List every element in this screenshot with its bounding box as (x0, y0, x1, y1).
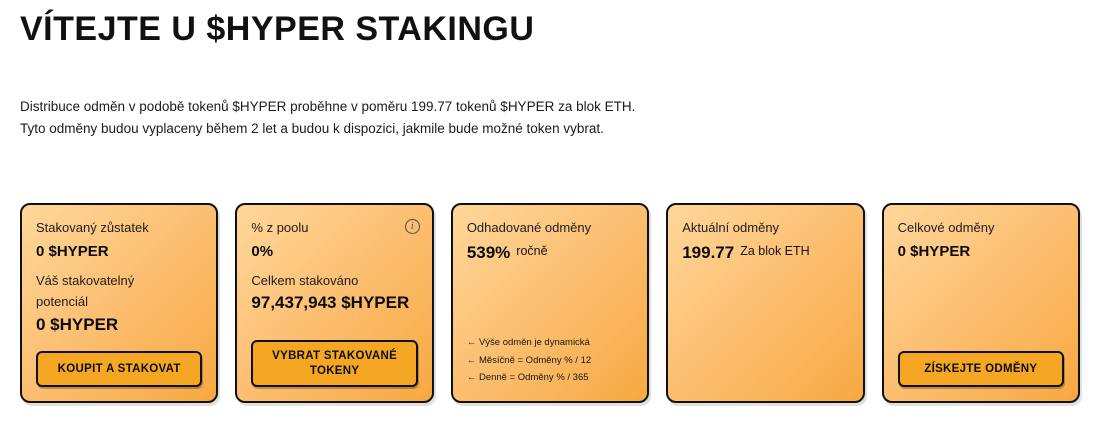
rewards-note-dynamic: ← Výše odměn je dynamická (466, 337, 590, 349)
pool-percentage-value: 0% (251, 242, 274, 260)
current-rewards-label: Aktuální odměny (682, 220, 780, 235)
current-rewards-value: 199.77 (682, 242, 735, 262)
estimated-rewards-value: 539% (466, 242, 511, 262)
card-total-rewards (882, 203, 1080, 403)
staked-balance-value: 0 $HYPER (36, 242, 109, 260)
info-icon[interactable]: i (405, 219, 420, 234)
withdraw-button-line1: VYBRAT STAKOVANÉ (272, 350, 398, 363)
total-staked-label: Celkem stakováno (251, 272, 359, 288)
estimated-rewards-label: Odhadované odměny (466, 220, 592, 235)
stakeable-potential-value: 0 $HYPER (36, 314, 119, 334)
current-rewards-unit: Za blok ETH (740, 243, 810, 258)
total-rewards-label: Celkové odměny (897, 220, 995, 235)
withdraw-button-line2: TOKENY (309, 364, 360, 377)
buy-and-stake-button[interactable]: KOUPIT A STAKOVAT (36, 351, 202, 387)
current-rewards-value-row (682, 243, 848, 263)
page-title: VÍTEJTE U $HYPER STAKINGU (20, 10, 535, 48)
estimated-rewards-period: ročně (516, 243, 548, 258)
claim-rewards-button[interactable]: ZÍSKEJTE ODMĚNY (898, 351, 1064, 387)
stakeable-potential-label-line2: potenciál (36, 294, 89, 310)
card-pool-percentage (235, 203, 433, 403)
rewards-note-monthly: ← Měsíčně = Odměny % / 12 (466, 354, 592, 366)
stats-card-row (20, 203, 1080, 403)
total-staked-value: 97,437,943 $HYPER (251, 293, 410, 313)
pool-percentage-label: % z poolu (251, 220, 309, 235)
card-staked-balance (20, 203, 218, 403)
total-rewards-value: 0 $HYPER (897, 242, 971, 260)
staked-balance-label: Stakovaný zůstatek (36, 220, 149, 235)
rewards-note-daily: ← Denně = Odměny % / 365 (466, 372, 589, 384)
card-current-rewards (666, 203, 864, 403)
page-intro-text: Distribuce odměn v podobě tokenů $HYPER proběhne v poměru 199.77 tokenů $HYPER za blok ETH. Tyto odměny budou vyplaceny během 2 let a budou k dispozici, jakmile bude možné token vybrat. (20, 99, 636, 137)
estimated-rewards-value-row (467, 243, 633, 263)
stakeable-potential-label-line1: Váš stakovatelný (36, 272, 135, 288)
estimated-rewards-notes (467, 334, 591, 387)
withdraw-staked-tokens-button[interactable] (251, 340, 417, 387)
card-estimated-rewards (451, 203, 649, 403)
